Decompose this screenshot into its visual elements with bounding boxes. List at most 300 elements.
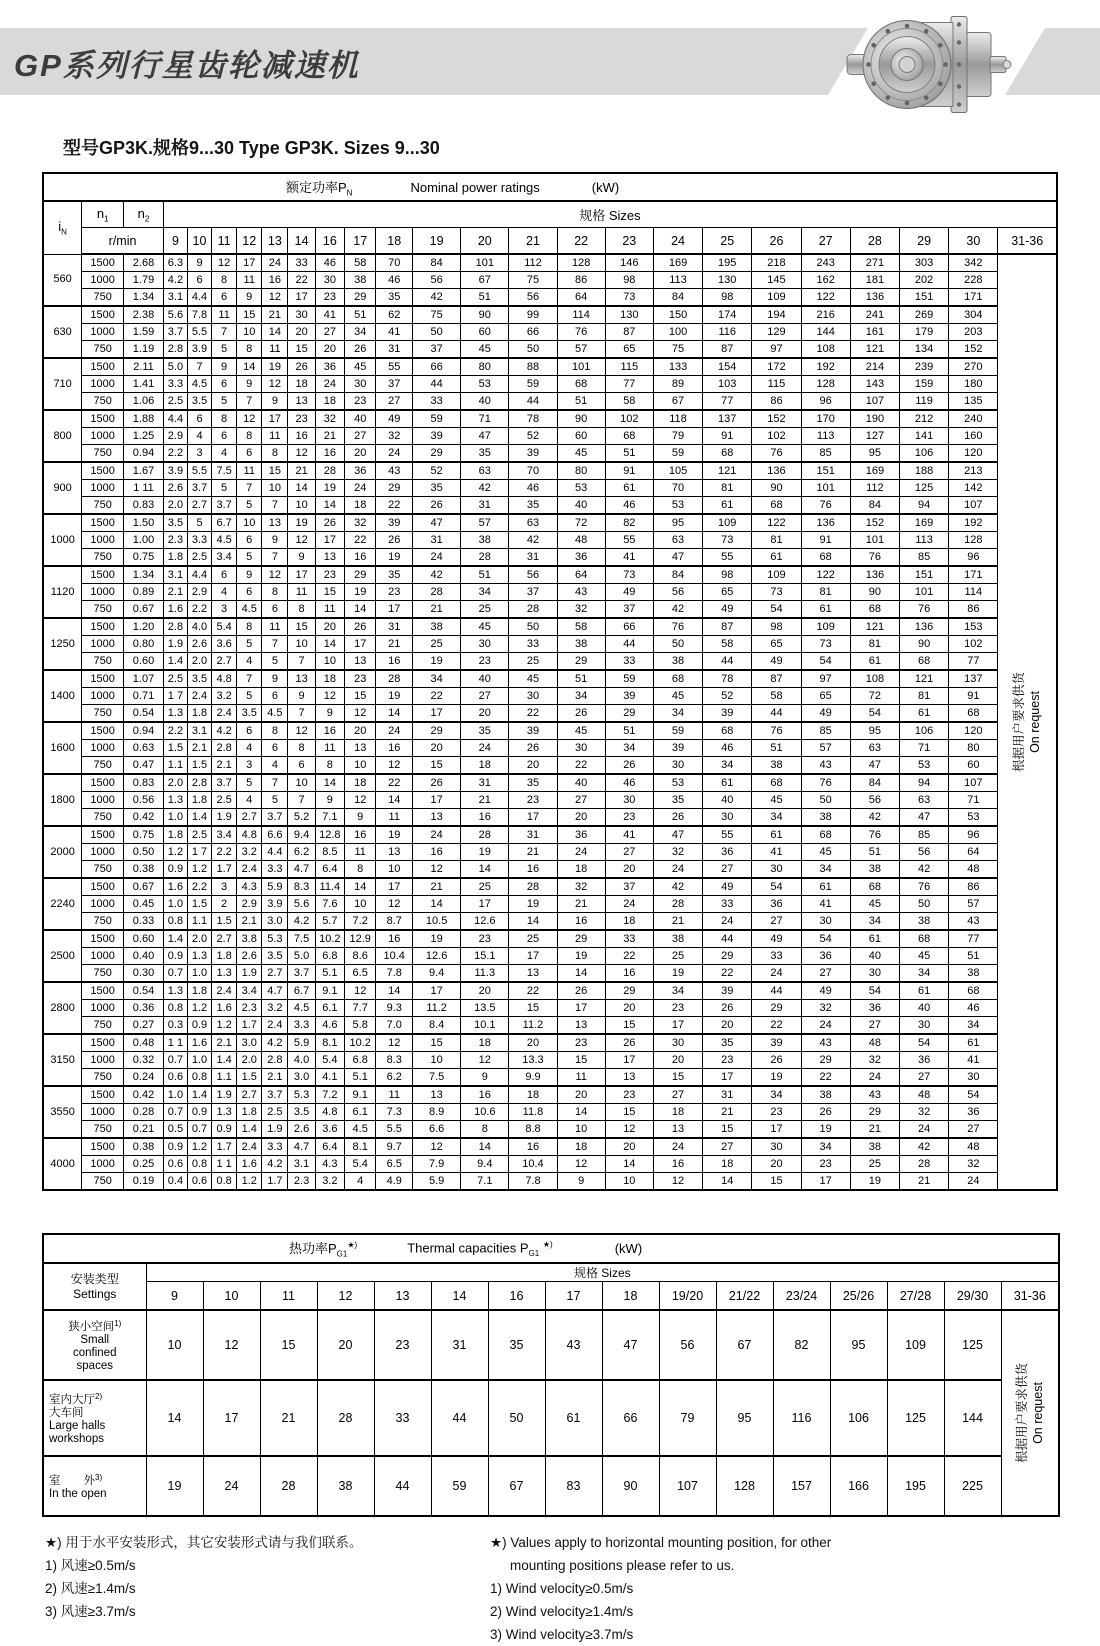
power-value-cell: 1.4 (212, 1052, 237, 1069)
on-request-en: On request (1030, 1382, 1045, 1444)
power-value-cell: 2.6 (163, 480, 187, 497)
power-value-cell: 3 (212, 601, 237, 619)
power-value-cell: 13 (288, 393, 315, 411)
power-value-cell: 3.4 (212, 826, 237, 844)
power-value-cell: 30 (752, 1138, 801, 1156)
speed-cell: 1000 (82, 636, 124, 653)
footnote-line: ★) Values apply to horizontal mounting position, for other (490, 1535, 832, 1550)
power-value-cell: 170 (801, 410, 850, 428)
power-title-zh: 额定功率$P_N$ (286, 179, 353, 198)
power-value-cell: 30 (752, 861, 801, 879)
power-value-cell: 95 (653, 514, 702, 532)
power-value-cell: 4 (345, 1173, 376, 1191)
power-value-cell: 153 (949, 618, 998, 636)
thermal-size-col-header: 17 (545, 1282, 602, 1311)
power-value-cell: 105 (653, 462, 702, 480)
power-value-cell: 11 (315, 601, 344, 619)
power-value-cell: 20 (557, 1086, 605, 1104)
power-value-cell: 107 (850, 393, 899, 411)
power-value-cell: 137 (703, 410, 752, 428)
power-value-cell: 10.4 (376, 948, 413, 965)
speed-cell: 1500 (82, 254, 124, 272)
power-value-cell: 1 1 (163, 1034, 187, 1052)
power-value-cell: 2.6 (187, 636, 211, 653)
speed-cell: 1500 (82, 514, 124, 532)
size-col-header: 17 (345, 228, 376, 255)
power-value-cell: 9 (237, 566, 262, 584)
power-value-cell: 22 (752, 1017, 801, 1035)
power-row (43, 601, 1057, 619)
n2-cell: 0.83 (124, 774, 164, 792)
power-value-cell: 41 (605, 549, 653, 567)
power-value-cell: 134 (900, 341, 949, 359)
power-value-cell: 62 (376, 306, 413, 324)
power-value-cell: 2.4 (237, 861, 262, 879)
thermal-size-col-header: 14 (431, 1282, 488, 1311)
power-value-cell: 102 (752, 428, 801, 445)
power-value-cell: 81 (900, 688, 949, 705)
power-value-cell: 8.4 (413, 1017, 461, 1035)
power-value-cell: 54 (949, 1086, 998, 1104)
power-value-cell: 24 (413, 826, 461, 844)
power-value-cell: 26 (315, 514, 344, 532)
power-value-cell: 11.8 (509, 1104, 557, 1121)
power-value-cell: 0.9 (187, 1017, 211, 1035)
power-value-cell: 54 (850, 982, 899, 1000)
power-value-cell: 39 (703, 982, 752, 1000)
power-value-cell: 27 (801, 965, 850, 983)
power-value-cell: 0.9 (212, 1121, 237, 1139)
power-value-cell: 57 (461, 514, 509, 532)
power-value-cell: 1.9 (212, 1086, 237, 1104)
n2-cell: 0.48 (124, 1034, 164, 1052)
power-value-cell: 47 (461, 428, 509, 445)
power-value-cell: 146 (605, 254, 653, 272)
power-value-cell: 21 (262, 306, 288, 324)
power-value-cell: 2.8 (163, 341, 187, 359)
power-value-cell: 7 (237, 670, 262, 688)
power-row (43, 913, 1057, 931)
power-value-cell: 34 (900, 965, 949, 983)
power-value-cell: 38 (900, 913, 949, 931)
power-value-cell: 55 (703, 549, 752, 567)
speed-cell: 1000 (82, 948, 124, 965)
power-value-cell: 21 (900, 1173, 949, 1191)
thermal-value-cell: 59 (431, 1456, 488, 1516)
power-value-cell: 5.6 (163, 306, 187, 324)
n2-cell: 0.42 (124, 809, 164, 827)
ratio-cell: 560 (43, 254, 82, 306)
thermal-value-cell: 35 (488, 1310, 545, 1380)
power-row (43, 1017, 1057, 1035)
setting-label (43, 1310, 146, 1380)
power-value-cell: 21 (413, 601, 461, 619)
power-value-cell: 61 (703, 774, 752, 792)
power-value-cell: 14 (557, 1104, 605, 1121)
power-value-cell: 3.7 (187, 480, 211, 497)
power-value-cell: 32 (900, 1104, 949, 1121)
col-header-rmin: r/min (82, 228, 164, 255)
power-value-cell: 30 (288, 306, 315, 324)
power-value-cell: 32 (653, 844, 702, 861)
power-value-cell: 46 (605, 774, 653, 792)
power-value-cell: 0.9 (187, 1104, 211, 1121)
power-value-cell: 34 (949, 1017, 998, 1035)
power-value-cell: 26 (345, 618, 376, 636)
power-value-cell: 81 (801, 584, 850, 601)
power-value-cell: 59 (653, 722, 702, 740)
power-value-cell: 35 (509, 774, 557, 792)
power-value-cell: 4.5 (288, 1000, 315, 1017)
power-value-cell: 44 (509, 393, 557, 411)
power-value-cell: 31 (461, 497, 509, 515)
power-value-cell: 52 (703, 688, 752, 705)
power-header-row1 (43, 201, 1057, 228)
power-value-cell: 13 (413, 1086, 461, 1104)
power-value-cell: 3.3 (288, 1017, 315, 1035)
power-value-cell: 2.4 (237, 1138, 262, 1156)
power-value-cell: 137 (949, 670, 998, 688)
power-value-cell: 38 (461, 532, 509, 549)
power-value-cell: 26 (557, 705, 605, 723)
power-value-cell: 159 (900, 376, 949, 393)
power-value-cell: 27 (605, 844, 653, 861)
n2-cell: 0.89 (124, 584, 164, 601)
power-value-cell: 2.1 (187, 740, 211, 757)
power-value-cell: 5 (237, 636, 262, 653)
power-value-cell: 8 (461, 1121, 509, 1139)
power-value-cell: 63 (653, 532, 702, 549)
power-row (43, 982, 1057, 1000)
power-value-cell: 27 (557, 792, 605, 809)
power-value-cell: 1.1 (163, 757, 187, 775)
thermal-value-cell: 61 (545, 1380, 602, 1456)
power-value-cell: 32 (376, 428, 413, 445)
thermal-size-col-header: 29/30 (944, 1282, 1001, 1311)
power-value-cell: 2.4 (262, 1017, 288, 1035)
power-value-cell: 8.9 (413, 1104, 461, 1121)
power-value-cell: 29 (557, 930, 605, 948)
power-row (43, 1156, 1057, 1173)
n2-cell: 0.60 (124, 930, 164, 948)
n2-cell: 0.67 (124, 601, 164, 619)
power-value-cell: 100 (653, 324, 702, 341)
power-value-cell: 65 (801, 688, 850, 705)
power-value-cell: 14 (345, 601, 376, 619)
power-value-cell: 30 (900, 1017, 949, 1035)
power-value-cell: 1.3 (212, 965, 237, 983)
speed-cell: 750 (82, 341, 124, 359)
power-value-cell: 243 (801, 254, 850, 272)
power-value-cell: 71 (900, 740, 949, 757)
power-value-cell: 194 (752, 306, 801, 324)
power-value-cell: 19 (509, 896, 557, 913)
power-value-cell: 4.0 (187, 618, 211, 636)
power-value-cell: 4.3 (237, 878, 262, 896)
power-value-cell: 23 (376, 584, 413, 601)
power-value-cell: 38 (949, 965, 998, 983)
power-value-cell: 9.1 (315, 982, 344, 1000)
footnote-line: ★) 用于水平安装形式，其它安装形式请与我们联系。 (45, 1535, 363, 1550)
n2-cell: 0.21 (124, 1121, 164, 1139)
power-value-cell: 4.0 (288, 1052, 315, 1069)
power-value-cell: 5 (262, 792, 288, 809)
power-value-cell: 2.9 (187, 584, 211, 601)
power-value-cell: 30 (801, 913, 850, 931)
power-value-cell: 150 (653, 306, 702, 324)
power-value-cell: 24 (605, 896, 653, 913)
power-value-cell: 61 (900, 705, 949, 723)
speed-cell: 1500 (82, 1138, 124, 1156)
power-value-cell: 90 (850, 584, 899, 601)
power-value-cell: 241 (850, 306, 899, 324)
setting-label-en: Large halls (49, 1420, 106, 1433)
power-value-cell: 33 (509, 636, 557, 653)
power-row (43, 462, 1057, 480)
power-value-cell: 1.2 (187, 1138, 211, 1156)
power-value-cell: 135 (949, 393, 998, 411)
power-value-cell: 49 (703, 878, 752, 896)
power-value-cell: 1.2 (187, 861, 211, 879)
power-value-cell: 17 (509, 948, 557, 965)
power-value-cell: 30 (345, 376, 376, 393)
power-value-cell: 130 (703, 272, 752, 289)
power-value-cell: 216 (801, 306, 850, 324)
power-value-cell: 2.9 (237, 896, 262, 913)
n2-cell: 1.06 (124, 393, 164, 411)
power-value-cell: 2.2 (163, 722, 187, 740)
power-row (43, 826, 1057, 844)
power-value-cell: 59 (653, 445, 702, 463)
power-row (43, 376, 1057, 393)
power-row (43, 722, 1057, 740)
power-value-cell: 13.5 (461, 1000, 509, 1017)
power-value-cell: 51 (345, 306, 376, 324)
power-value-cell: 2.2 (163, 445, 187, 463)
power-value-cell: 0.8 (163, 913, 187, 931)
power-value-cell: 303 (900, 254, 949, 272)
power-value-cell: 27 (461, 688, 509, 705)
power-value-cell: 16 (557, 913, 605, 931)
power-value-cell: 61 (703, 497, 752, 515)
power-value-cell: 102 (949, 636, 998, 653)
power-value-cell: 68 (605, 428, 653, 445)
power-value-cell: 28 (509, 878, 557, 896)
power-value-cell: 11 (376, 1086, 413, 1104)
power-value-cell: 70 (653, 480, 702, 497)
power-value-cell: 71 (461, 410, 509, 428)
power-value-cell: 14 (605, 1156, 653, 1173)
power-value-cell: 101 (461, 254, 509, 272)
power-value-cell: 89 (653, 376, 702, 393)
power-value-cell: 2.2 (212, 844, 237, 861)
power-value-cell: 15 (315, 584, 344, 601)
power-value-cell: 17 (376, 601, 413, 619)
power-value-cell: 24 (262, 254, 288, 272)
power-value-cell: 56 (653, 584, 702, 601)
thermal-value-cell: 43 (545, 1310, 602, 1380)
thermal-value-cell: 107 (659, 1456, 716, 1516)
power-value-cell: 10.5 (413, 913, 461, 931)
power-value-cell: 54 (900, 1034, 949, 1052)
power-value-cell: 13 (288, 670, 315, 688)
power-value-cell: 10 (288, 497, 315, 515)
thermal-value-cell: 56 (659, 1310, 716, 1380)
speed-cell: 1500 (82, 410, 124, 428)
power-value-cell: 1 7 (163, 688, 187, 705)
power-value-cell: 68 (900, 653, 949, 671)
power-value-cell: 145 (752, 272, 801, 289)
power-value-cell: 37 (413, 341, 461, 359)
footnote-line: mounting positions please refer to us. (510, 1558, 735, 1573)
power-value-cell: 17 (288, 566, 315, 584)
speed-cell: 750 (82, 1017, 124, 1035)
thermal-value-cell: 106 (830, 1380, 887, 1456)
power-value-cell: 39 (752, 1034, 801, 1052)
power-value-cell: 3.0 (288, 1069, 315, 1087)
power-value-cell: 18 (288, 376, 315, 393)
power-value-cell: 51 (605, 445, 653, 463)
power-value-cell: 68 (557, 376, 605, 393)
power-value-cell: 3.7 (262, 809, 288, 827)
power-value-cell: 84 (850, 774, 899, 792)
size-col-header: 26 (752, 228, 801, 255)
power-value-cell: 27 (703, 861, 752, 879)
speed-cell: 1000 (82, 896, 124, 913)
footnotes-en (490, 1531, 831, 1646)
power-value-cell: 2.4 (187, 688, 211, 705)
power-value-cell: 136 (850, 566, 899, 584)
power-value-cell: 84 (653, 289, 702, 307)
setting-label-en: confined (73, 1347, 117, 1360)
on-request-cell (998, 254, 1057, 1190)
power-value-cell: 9.9 (509, 1069, 557, 1087)
power-value-cell: 6.4 (315, 1138, 344, 1156)
power-value-cell: 8.8 (509, 1121, 557, 1139)
power-value-cell: 42 (653, 601, 702, 619)
power-value-cell: 25 (653, 948, 702, 965)
power-value-cell: 17 (461, 896, 509, 913)
power-value-cell: 39 (605, 688, 653, 705)
power-value-cell: 5.4 (212, 618, 237, 636)
power-value-cell: 49 (605, 584, 653, 601)
power-value-cell: 1.4 (187, 809, 211, 827)
power-value-cell: 34 (703, 757, 752, 775)
power-value-cell: 36 (557, 549, 605, 567)
power-row (43, 757, 1057, 775)
power-value-cell: 23 (752, 1104, 801, 1121)
power-value-cell: 0.3 (163, 1017, 187, 1035)
power-value-cell: 106 (900, 722, 949, 740)
power-value-cell: 2.3 (237, 1000, 262, 1017)
power-value-cell: 8 (315, 757, 344, 775)
speed-cell: 1500 (82, 566, 124, 584)
power-value-cell: 128 (801, 376, 850, 393)
speed-cell: 1500 (82, 774, 124, 792)
power-value-cell: 41 (605, 826, 653, 844)
power-value-cell: 15 (653, 1069, 702, 1087)
power-value-cell: 38 (345, 272, 376, 289)
power-value-cell: 87 (605, 324, 653, 341)
power-value-cell: 5.4 (345, 1156, 376, 1173)
speed-cell: 750 (82, 289, 124, 307)
power-value-cell: 23 (801, 1156, 850, 1173)
power-value-cell: 1.8 (237, 1104, 262, 1121)
power-value-cell: 68 (801, 826, 850, 844)
power-value-cell: 20 (653, 1052, 702, 1069)
power-value-cell: 17 (703, 1069, 752, 1087)
ratio-cell: 3150 (43, 1034, 82, 1086)
power-value-cell: 269 (900, 306, 949, 324)
power-value-cell: 4.2 (163, 272, 187, 289)
power-value-cell: 47 (653, 826, 702, 844)
thermal-title-unit: (kW) (614, 1241, 643, 1256)
power-value-cell: 5 (237, 688, 262, 705)
power-value-cell: 31 (703, 1086, 752, 1104)
n2-cell: 0.47 (124, 757, 164, 775)
speed-cell: 1500 (82, 722, 124, 740)
power-value-cell: 7 (237, 393, 262, 411)
power-value-cell: 53 (949, 809, 998, 827)
power-value-cell: 9 (262, 532, 288, 549)
power-row (43, 670, 1057, 688)
power-value-cell: 3.7 (212, 497, 237, 515)
power-value-cell: 45 (509, 670, 557, 688)
gearbox-product-image (845, 2, 1015, 128)
power-value-cell: 29 (376, 480, 413, 497)
power-value-cell: 16 (288, 428, 315, 445)
power-value-cell: 0.5 (163, 1121, 187, 1139)
power-row (43, 809, 1057, 827)
power-value-cell: 3 (212, 878, 237, 896)
power-value-cell: 39 (509, 445, 557, 463)
power-value-cell: 8 (262, 722, 288, 740)
power-value-cell: 2.5 (163, 670, 187, 688)
power-value-cell: 21 (376, 636, 413, 653)
n2-cell: 1.34 (124, 289, 164, 307)
setting-label-en: spaces (76, 1360, 113, 1373)
power-value-cell: 68 (900, 930, 949, 948)
size-col-header: 23 (605, 228, 653, 255)
thermal-value-cell: 66 (602, 1380, 659, 1456)
n2-cell: 0.25 (124, 1156, 164, 1173)
power-value-cell: 39 (653, 740, 702, 757)
power-value-cell: 68 (653, 670, 702, 688)
power-value-cell: 14 (461, 861, 509, 879)
power-value-cell: 1.4 (163, 653, 187, 671)
size-col-header: 16 (315, 228, 344, 255)
power-value-cell: 8.5 (315, 844, 344, 861)
power-value-cell: 5 (187, 514, 211, 532)
power-value-cell: 1.2 (187, 1000, 211, 1017)
n2-cell: 0.67 (124, 878, 164, 896)
power-value-cell: 36 (850, 1000, 899, 1017)
power-value-cell: 2.6 (288, 1121, 315, 1139)
power-value-cell: 1.5 (237, 1069, 262, 1087)
power-row (43, 1086, 1057, 1104)
thermal-title-en: Thermal capacities $P_{G1}$ ★) (407, 1239, 553, 1258)
thermal-value-cell: 225 (944, 1456, 1001, 1516)
power-value-cell: 212 (900, 410, 949, 428)
power-row (43, 774, 1057, 792)
on-request-zh: 根据用户要求供货 (1014, 1362, 1029, 1464)
power-value-cell: 45 (557, 722, 605, 740)
power-value-cell: 10 (288, 774, 315, 792)
power-value-cell: 29 (605, 705, 653, 723)
power-value-cell: 304 (949, 306, 998, 324)
power-value-cell: 35 (509, 497, 557, 515)
power-value-cell: 51 (461, 289, 509, 307)
